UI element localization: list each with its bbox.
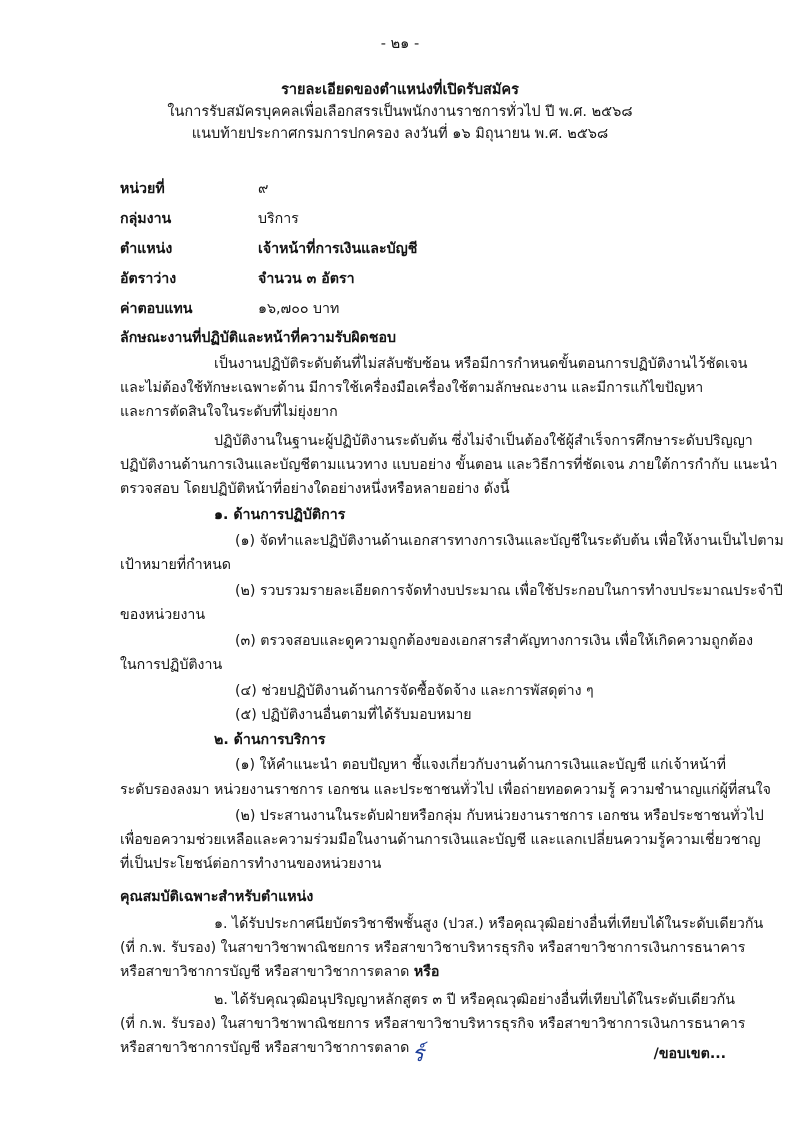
duties-p1-line: และการตัดสินใจในระดับที่ไม่ยุ่งยาก bbox=[120, 404, 338, 420]
service-item-cont: ระดับรองลงมา หน่วยงานราชการ เอกชน และประชาชนทั่วไป เพื่อถ่ายทอดความรู้ ความชำนาญแก่ผู้ที่สนใจ bbox=[120, 782, 771, 798]
duties-p1-line: และไม่ต้องใช้ทักษะเฉพาะด้าน มีการใช้เครื่องมือเครื่องใช้ตามลักษณะงาน และมีการแก้ไขปัญหา bbox=[120, 380, 704, 396]
unit-value: ๙ bbox=[258, 181, 269, 197]
document-subtitle-announcement: แนบท้ายประกาศกรมการปกครอง ลงวันที่ ๑๖ มิถุนายน พ.ศ. ๒๕๖๘ bbox=[191, 126, 609, 142]
handwritten-initials: ร์ bbox=[412, 1042, 424, 1067]
page-number: - ๒๑ - bbox=[380, 36, 420, 52]
salary-label: ค่าตอบแทน bbox=[120, 301, 193, 317]
operations-item-cont: เป้าหมายที่กำหนด bbox=[120, 557, 231, 573]
operations-item: (๕) ปฏิบัติงานอื่นตามที่ได้รับมอบหมาย bbox=[235, 707, 472, 723]
qualification-or-connector: หรือ bbox=[413, 964, 440, 980]
qualification-1-line: ๑. ได้รับประกาศนียบัตรวิชาชีพชั้นสูง (ปวส.) หรือคุณวุฒิอย่างอื่นที่เทียบได้ในระดับเดียวกัน bbox=[214, 916, 764, 932]
duties-heading: ลักษณะงานที่ปฏิบัติและหน้าที่ความรับผิดชอบ bbox=[120, 330, 397, 346]
service-item: (๒) ประสานงานในระดับฝ่ายหรือกลุ่ม กับหน่วยงานราชการ เอกชน หรือประชาชนทั่วไป bbox=[235, 808, 764, 824]
qualification-1-text: หรือสาขาวิชาการบัญชี หรือสาขาวิชาการตลาด bbox=[120, 964, 410, 980]
operations-item: (๔) ช่วยปฏิบัติงานด้านการจัดซื้อจัดจ้าง และการพัสดุต่าง ๆ bbox=[235, 683, 594, 699]
document-title: รายละเอียดของตำแหน่งที่เปิดรับสมัคร bbox=[281, 82, 519, 98]
service-item-cont: ที่เป็นประโยชน์ต่อการทำงานของหน่วยงาน bbox=[120, 856, 382, 872]
qualification-2-line: ๒. ได้รับคุณวุฒิอนุปริญญาหลักสูตร ๓ ปี หรือคุณวุฒิอย่างอื่นที่เทียบได้ในระดับเดียวกัน bbox=[214, 992, 735, 1008]
service-item-cont: เพื่อขอความช่วยเหลือและความร่วมมือในงานด้านการเงินและบัญชี และแลกเปลี่ยนความรู้ความเชี่ยวชาญ bbox=[120, 832, 761, 848]
duties-p2-line: ปฏิบัติงานในฐานะผู้ปฏิบัติงานระดับต้น ซึ่งไม่จำเป็นต้องใช้ผู้สำเร็จการศึกษาระดับปริญญา bbox=[214, 433, 753, 449]
operations-item: (๓) ตรวจสอบและดูความถูกต้องของเอกสารสำคัญทางการเงิน เพื่อให้เกิดความถูกต้อง bbox=[235, 633, 754, 649]
duties-p1-line: เป็นงานปฏิบัติระดับต้นที่ไม่สลับซับซ้อน หรือมีการกำหนดขั้นตอนการปฏิบัติงานไว้ชัดเจน bbox=[214, 356, 748, 372]
operations-section-title: ๑. ด้านการปฏิบัติการ bbox=[214, 507, 346, 523]
operations-item: (๒) รวบรวมรายละเอียดการจัดทำงบประมาณ เพื่อใช้ประกอบในการทำงบประมาณประจำปี bbox=[235, 583, 783, 599]
qualification-1-line: (ที่ ก.พ. รับรอง) ในสาขาวิชาพาณิชยการ หรือสาขาวิชาบริหารธุรกิจ หรือสาขาวิชาการเงินการธนาคาร bbox=[120, 940, 746, 956]
duties-p2-line: ปฏิบัติงานด้านการเงินและบัญชีตามแนวทาง แบบอย่าง ขั้นตอน และวิธีการที่ชัดเจน ภายใต้การกำกับ แนะนำ bbox=[120, 457, 778, 473]
position-value: เจ้าหน้าที่การเงินและบัญชี bbox=[258, 241, 418, 257]
unit-label: หน่วยที่ bbox=[120, 181, 165, 197]
group-label: กลุ่มงาน bbox=[120, 211, 172, 227]
service-section-title: ๒. ด้านการบริการ bbox=[214, 732, 326, 748]
operations-item-cont: ของหน่วยงาน bbox=[120, 607, 206, 623]
group-value: บริการ bbox=[258, 211, 299, 227]
service-item: (๑) ให้คำแนะนำ ตอบปัญหา ชี้แจงเกี่ยวกับงานด้านการเงินและบัญชี แก่เจ้าหน้าที่ bbox=[235, 757, 726, 773]
continued-footer: /ขอบเขต... bbox=[653, 1046, 726, 1062]
operations-item-cont: ในการปฏิบัติงาน bbox=[120, 657, 223, 673]
qualification-2-line: หรือสาขาวิชาการบัญชี หรือสาขาวิชาการตลาด bbox=[120, 1040, 410, 1056]
document-subtitle: ในการรับสมัครบุคคลเพื่อเลือกสรรเป็นพนักงานราชการทั่วไป ปี พ.ศ. ๒๕๖๘ bbox=[167, 104, 633, 120]
qualification-1-line bbox=[120, 961, 439, 983]
qualifications-heading: คุณสมบัติเฉพาะสำหรับตำแหน่ง bbox=[120, 889, 314, 905]
qualification-2-line: (ที่ ก.พ. รับรอง) ในสาขาวิชาพาณิชยการ หรือสาขาวิชาบริหารธุรกิจ หรือสาขาวิชาการเงินการธนาคาร bbox=[120, 1016, 746, 1032]
salary-value: ๑๖,๗๐๐ บาท bbox=[258, 301, 340, 317]
position-label: ตำแหน่ง bbox=[120, 241, 173, 257]
vacancy-value: จำนวน ๓ อัตรา bbox=[258, 271, 355, 287]
operations-item: (๑) จัดทำและปฏิบัติงานด้านเอกสารทางการเงินและบัญชีในระดับต้น เพื่อให้งานเป็นไปตาม bbox=[235, 533, 784, 549]
duties-p2-line: ตรวจสอบ โดยปฏิบัติหน้าที่อย่างใดอย่างหนึ่งหรือหลายอย่าง ดังนี้ bbox=[120, 481, 510, 497]
vacancy-label: อัตราว่าง bbox=[120, 271, 177, 287]
